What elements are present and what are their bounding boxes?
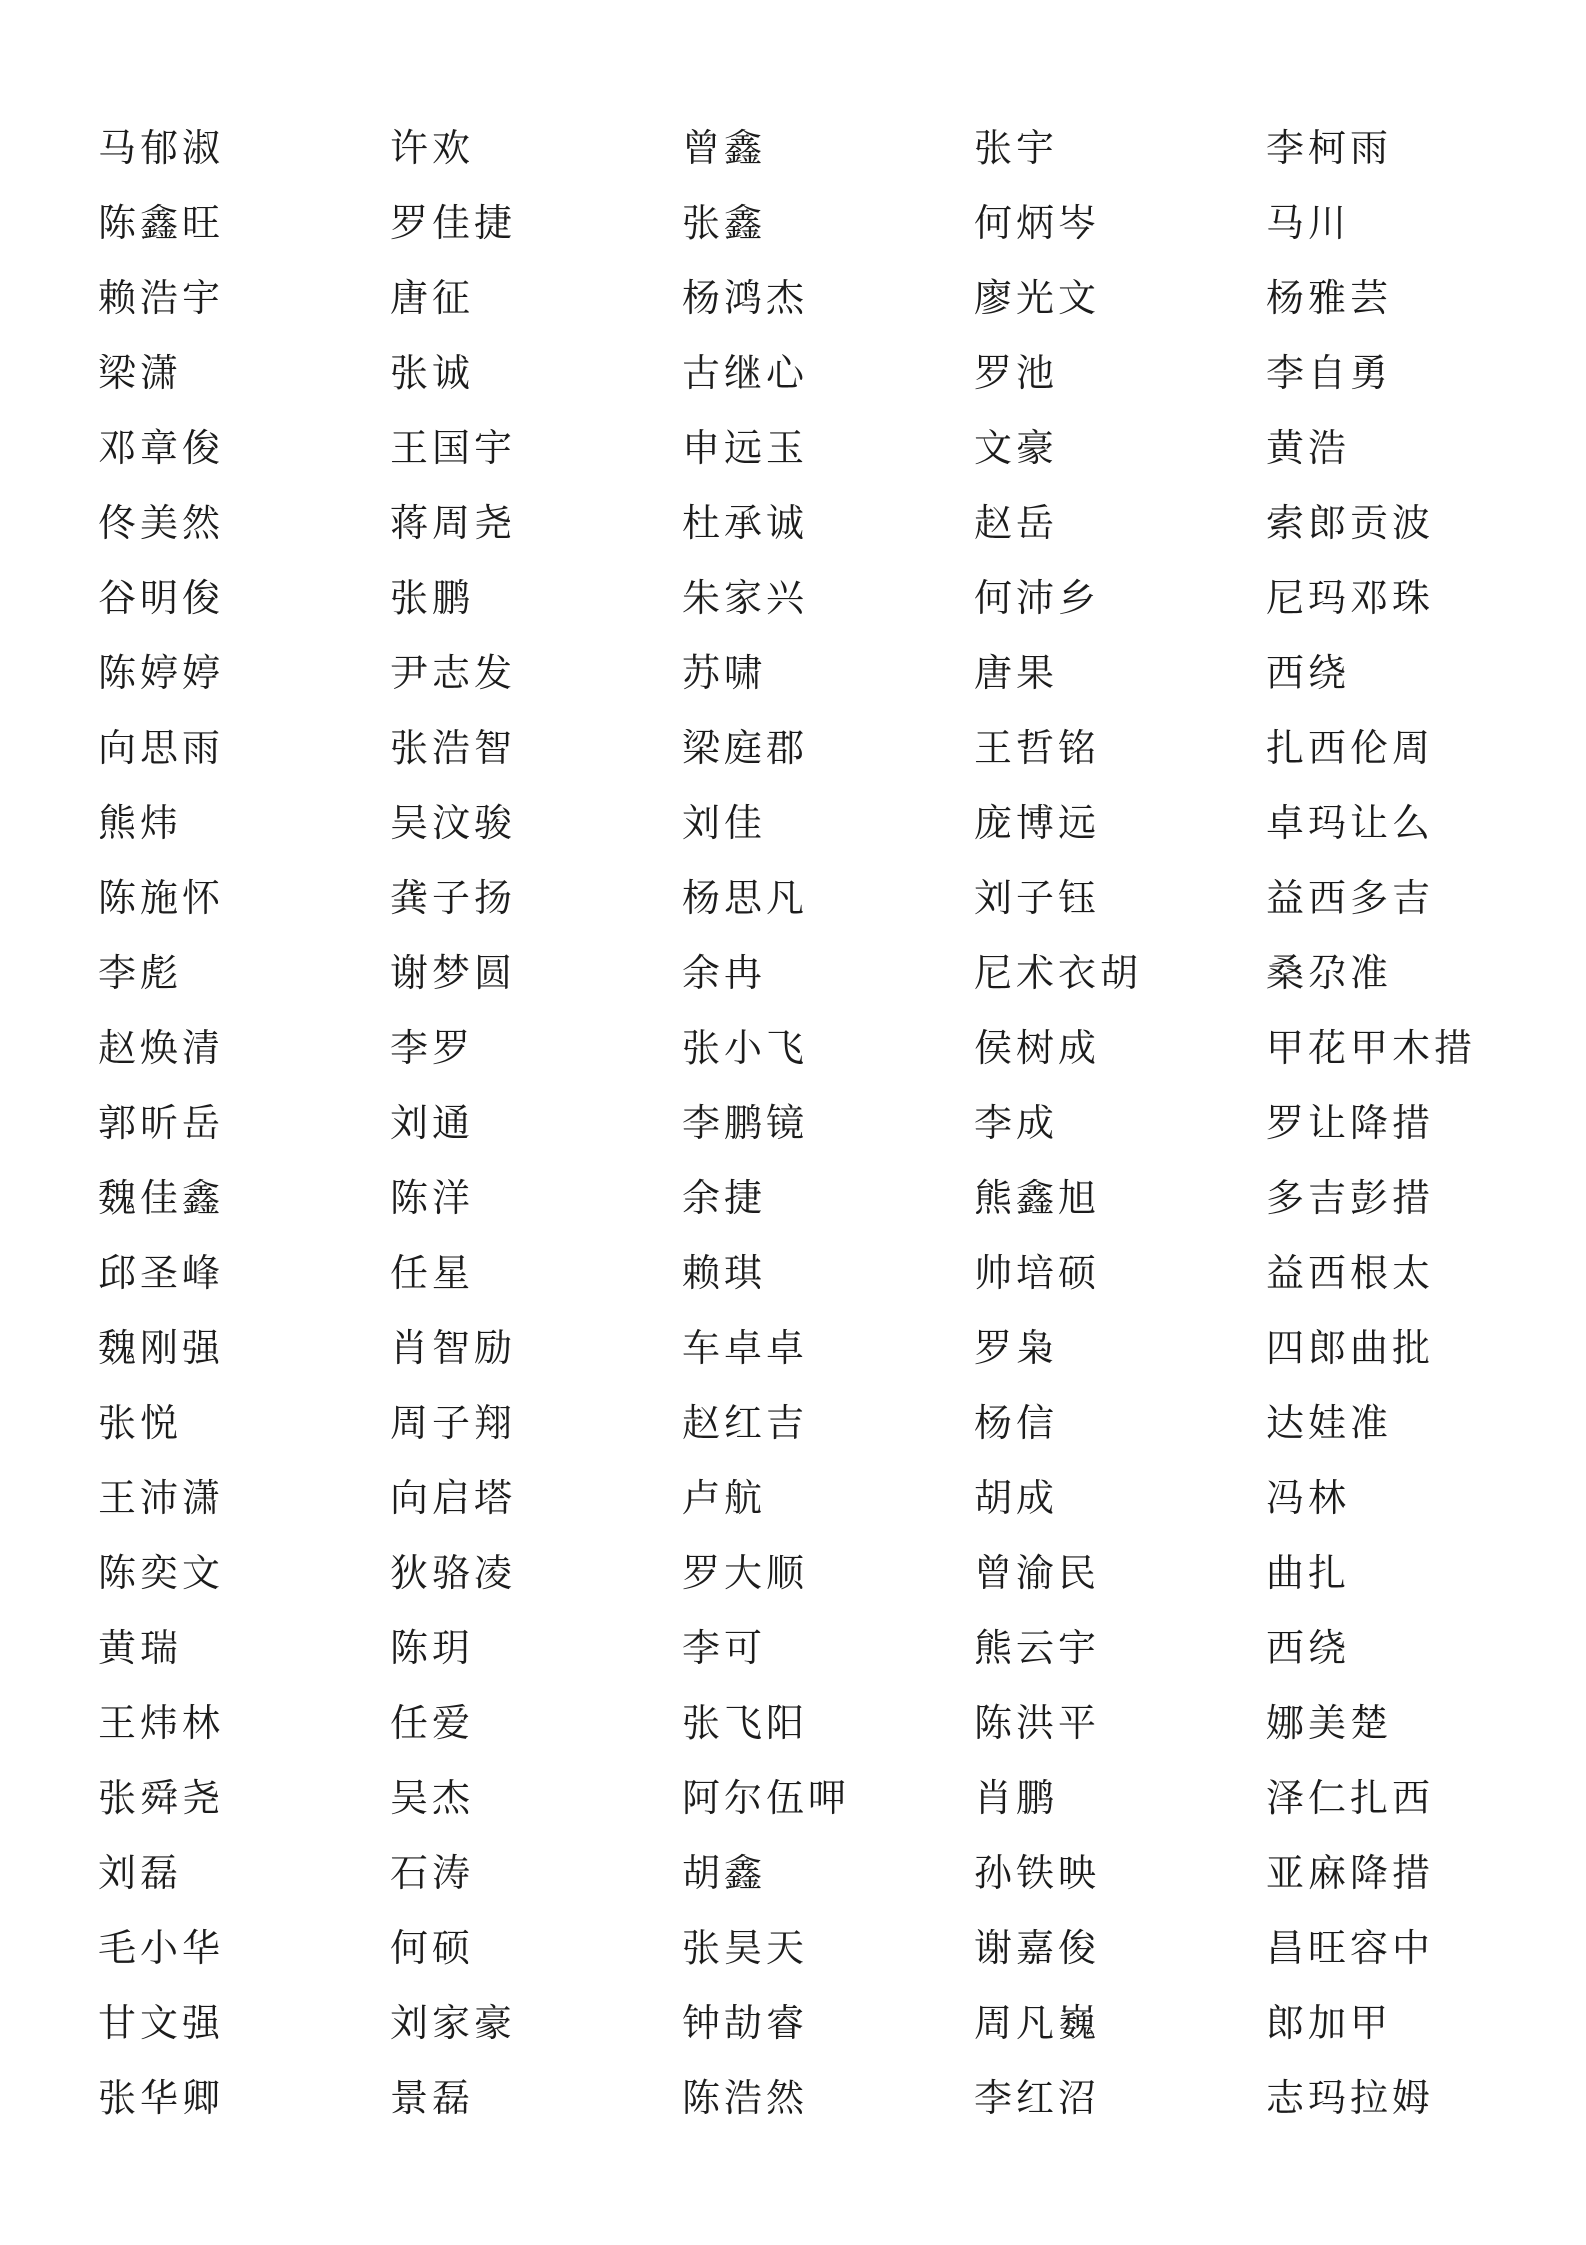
name-cell: 古继心 — [682, 350, 809, 395]
name-cell: 文豪 — [974, 425, 1059, 470]
name-cell: 李红沼 — [974, 2075, 1101, 2120]
name-cell: 甲花甲木措 — [1266, 1025, 1477, 1070]
name-cell: 邱圣峰 — [98, 1250, 225, 1295]
name-cell: 卓玛让么 — [1266, 800, 1435, 845]
name-cell: 吴汶骏 — [390, 800, 517, 845]
name-cell: 刘通 — [390, 1100, 475, 1145]
name-cell: 余冉 — [682, 950, 767, 995]
name-cell: 杨信 — [974, 1400, 1059, 1445]
name-cell: 余捷 — [682, 1175, 767, 1220]
name-cell: 刘磊 — [98, 1850, 183, 1895]
name-cell: 唐征 — [390, 275, 475, 320]
name-cell: 陈婷婷 — [98, 650, 225, 695]
name-cell: 胡成 — [974, 1475, 1059, 1520]
name-cell: 刘佳 — [682, 800, 767, 845]
name-cell: 罗枭 — [974, 1325, 1059, 1370]
name-cell: 苏啸 — [682, 650, 767, 695]
name-cell: 车卓卓 — [682, 1325, 809, 1370]
name-cell: 杨思凡 — [682, 875, 809, 920]
name-cell: 黄浩 — [1266, 425, 1351, 470]
name-cell: 廖光文 — [974, 275, 1101, 320]
name-cell: 熊炜 — [98, 800, 183, 845]
name-cell: 刘子钰 — [974, 875, 1101, 920]
name-cell: 尹志发 — [390, 650, 517, 695]
name-cell: 王炜林 — [98, 1700, 225, 1745]
name-cell: 帅培硕 — [974, 1250, 1101, 1295]
name-cell: 张浩智 — [390, 725, 517, 770]
name-cell: 罗大顺 — [682, 1550, 809, 1595]
name-cell: 达娃准 — [1266, 1400, 1393, 1445]
name-cell: 昌旺容中 — [1266, 1925, 1435, 1970]
name-cell: 何炳岑 — [974, 200, 1101, 245]
name-cell: 亚麻降措 — [1266, 1850, 1435, 1895]
name-cell: 四郎曲批 — [1266, 1325, 1435, 1370]
name-cell: 黄瑞 — [98, 1625, 183, 1670]
name-cell: 陈洋 — [390, 1175, 475, 1220]
name-cell: 张小飞 — [682, 1025, 809, 1070]
name-cell: 任星 — [390, 1250, 475, 1295]
name-cell: 李自勇 — [1266, 350, 1393, 395]
name-cell: 吴杰 — [390, 1775, 475, 1820]
name-cell: 泽仁扎西 — [1266, 1775, 1435, 1820]
name-cell: 侯树成 — [974, 1025, 1101, 1070]
name-cell: 魏佳鑫 — [98, 1175, 225, 1220]
name-list-grid — [98, 110, 1538, 2135]
name-cell: 梁潇 — [98, 350, 183, 395]
name-cell: 罗佳捷 — [390, 200, 517, 245]
name-cell: 肖鹏 — [974, 1775, 1059, 1820]
name-cell: 王沛潇 — [98, 1475, 225, 1520]
name-cell: 杨雅芸 — [1266, 275, 1393, 320]
name-cell: 马川 — [1266, 200, 1351, 245]
name-cell: 魏刚强 — [98, 1325, 225, 1370]
name-cell: 郭昕岳 — [98, 1100, 225, 1145]
name-cell: 张鑫 — [682, 200, 767, 245]
name-cell: 朱家兴 — [682, 575, 809, 620]
name-cell: 龚子扬 — [390, 875, 517, 920]
name-cell: 邓章俊 — [98, 425, 225, 470]
name-cell: 毛小华 — [98, 1925, 225, 1970]
name-cell: 益西根太 — [1266, 1250, 1435, 1295]
name-cell: 何沛乡 — [974, 575, 1101, 620]
name-cell: 陈施怀 — [98, 875, 225, 920]
name-cell: 张华卿 — [98, 2075, 225, 2120]
name-cell: 桑尕准 — [1266, 950, 1393, 995]
name-cell: 熊鑫旭 — [974, 1175, 1101, 1220]
name-cell: 郎加甲 — [1266, 2000, 1393, 2045]
name-cell: 赵红吉 — [682, 1400, 809, 1445]
name-cell: 张悦 — [98, 1400, 183, 1445]
name-cell: 向启塔 — [390, 1475, 517, 1520]
name-cell: 谢梦圆 — [390, 950, 517, 995]
name-cell: 赵焕清 — [98, 1025, 225, 1070]
name-cell: 卢航 — [682, 1475, 767, 1520]
name-cell: 申远玉 — [682, 425, 809, 470]
name-cell: 王哲铭 — [974, 725, 1101, 770]
name-cell: 赵岳 — [974, 500, 1059, 545]
name-cell: 石涛 — [390, 1850, 475, 1895]
name-cell: 杨鸿杰 — [682, 275, 809, 320]
name-cell: 马郁淑 — [98, 125, 225, 170]
name-cell: 罗让降措 — [1266, 1100, 1435, 1145]
name-cell: 张诚 — [390, 350, 475, 395]
name-cell: 李成 — [974, 1100, 1059, 1145]
name-cell: 曾鑫 — [682, 125, 767, 170]
name-cell: 尼玛邓珠 — [1266, 575, 1435, 620]
name-cell: 任爱 — [390, 1700, 475, 1745]
name-cell: 佟美然 — [98, 500, 225, 545]
name-cell: 陈玥 — [390, 1625, 475, 1670]
name-cell: 西绕 — [1266, 650, 1351, 695]
name-cell: 李柯雨 — [1266, 125, 1393, 170]
name-cell: 赖浩宇 — [98, 275, 225, 320]
name-cell: 陈浩然 — [682, 2075, 809, 2120]
name-cell: 熊云宇 — [974, 1625, 1101, 1670]
name-cell: 庞博远 — [974, 800, 1101, 845]
name-cell: 肖智励 — [390, 1325, 517, 1370]
name-cell: 曲扎 — [1266, 1550, 1351, 1595]
name-cell: 杜承诚 — [682, 500, 809, 545]
name-cell: 许欢 — [390, 125, 475, 170]
name-cell: 唐果 — [974, 650, 1059, 695]
name-cell: 张昊天 — [682, 1925, 809, 1970]
name-cell: 益西多吉 — [1266, 875, 1435, 920]
name-cell: 陈奕文 — [98, 1550, 225, 1595]
name-cell: 李彪 — [98, 950, 183, 995]
name-cell: 赖琪 — [682, 1250, 767, 1295]
name-cell: 曾渝民 — [974, 1550, 1101, 1595]
name-cell: 胡鑫 — [682, 1850, 767, 1895]
name-cell: 谢嘉俊 — [974, 1925, 1101, 1970]
name-cell: 阿尔伍呷 — [682, 1775, 851, 1820]
name-cell: 甘文强 — [98, 2000, 225, 2045]
name-cell: 周子翔 — [390, 1400, 517, 1445]
name-cell: 张飞阳 — [682, 1700, 809, 1745]
name-cell: 扎西伦周 — [1266, 725, 1435, 770]
name-cell: 孙铁映 — [974, 1850, 1101, 1895]
name-cell: 刘家豪 — [390, 2000, 517, 2045]
name-cell: 娜美楚 — [1266, 1700, 1393, 1745]
name-cell: 西绕 — [1266, 1625, 1351, 1670]
name-cell: 李罗 — [390, 1025, 475, 1070]
name-cell: 李可 — [682, 1625, 767, 1670]
name-cell: 蒋周尧 — [390, 500, 517, 545]
name-cell: 周凡巍 — [974, 2000, 1101, 2045]
name-cell: 王国宇 — [390, 425, 517, 470]
name-cell: 梁庭郡 — [682, 725, 809, 770]
name-cell: 罗池 — [974, 350, 1059, 395]
name-cell: 张鹏 — [390, 575, 475, 620]
name-cell: 冯林 — [1266, 1475, 1351, 1520]
name-cell: 向思雨 — [98, 725, 225, 770]
name-cell: 景磊 — [390, 2075, 475, 2120]
name-cell: 陈鑫旺 — [98, 200, 225, 245]
name-cell: 狄骆凌 — [390, 1550, 517, 1595]
name-cell: 尼术衣胡 — [974, 950, 1143, 995]
name-cell: 李鹏镜 — [682, 1100, 809, 1145]
name-cell: 陈洪平 — [974, 1700, 1101, 1745]
name-cell: 索郎贡波 — [1266, 500, 1435, 545]
name-cell: 张舜尧 — [98, 1775, 225, 1820]
name-cell: 何硕 — [390, 1925, 475, 1970]
name-cell: 张宇 — [974, 125, 1059, 170]
name-cell: 谷明俊 — [98, 575, 225, 620]
name-cell: 钟劼睿 — [682, 2000, 809, 2045]
name-cell: 多吉彭措 — [1266, 1175, 1435, 1220]
name-cell: 志玛拉姆 — [1266, 2075, 1435, 2120]
